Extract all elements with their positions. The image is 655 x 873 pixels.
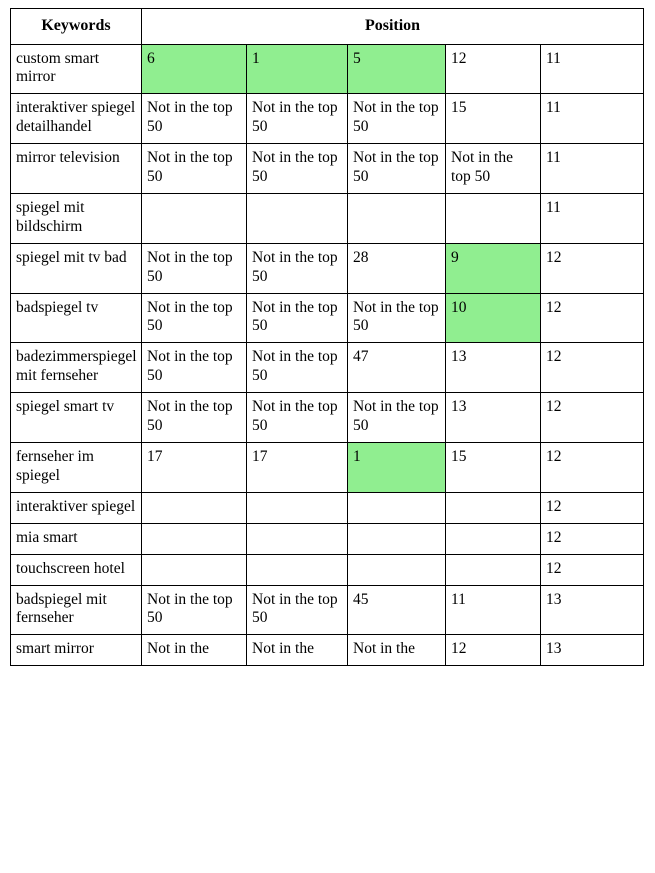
position-cell: 12 [446,635,541,666]
position-cell-highlighted: 9 [446,243,541,293]
position-cell [446,492,541,523]
position-cell: 12 [541,492,644,523]
keyword-cell: spiegel mit bildschirm [11,193,142,243]
keyword-cell: badspiegel tv [11,293,142,343]
position-cell-highlighted: 1 [348,443,446,493]
keyword-cell: interaktiver spiegel detailhandel [11,94,142,144]
keyword-cell: smart mirror [11,635,142,666]
position-cell [247,492,348,523]
table-row [11,492,644,523]
position-cell-highlighted: 1 [247,44,348,94]
table-body [11,44,644,666]
table-row [11,443,644,493]
keyword-cell: badspiegel mit fernseher [11,585,142,635]
position-cell: 11 [541,44,644,94]
table-row [11,635,644,666]
position-cell: 13 [446,343,541,393]
column-header-position: Position [142,9,644,45]
position-cell: 13 [446,393,541,443]
position-cell: 12 [541,393,644,443]
position-cell: 17 [142,443,247,493]
position-cell: Not in the top 50 [142,585,247,635]
position-cell: Not in the top 50 [446,144,541,194]
position-cell: Not in the top 50 [142,343,247,393]
position-cell: Not in the top 50 [247,585,348,635]
table-row [11,243,644,293]
position-cell-highlighted: 10 [446,293,541,343]
keyword-position-table [10,8,644,666]
position-cell: 11 [541,94,644,144]
keyword-cell: touchscreen hotel [11,554,142,585]
position-cell: Not in the [247,635,348,666]
keyword-cell: spiegel mit tv bad [11,243,142,293]
keyword-cell: fernseher im spiegel [11,443,142,493]
position-cell: 12 [446,44,541,94]
position-cell [348,554,446,585]
keyword-cell: custom smart mirror [11,44,142,94]
position-cell [142,492,247,523]
position-cell [142,554,247,585]
position-cell: 12 [541,523,644,554]
position-cell: 11 [541,144,644,194]
table-row [11,585,644,635]
position-cell [446,523,541,554]
position-cell: Not in the top 50 [348,94,446,144]
position-cell: 17 [247,443,348,493]
header-row [11,9,644,45]
position-cell: 45 [348,585,446,635]
position-cell: Not in the top 50 [247,293,348,343]
table-row [11,293,644,343]
table-row [11,193,644,243]
table-row [11,94,644,144]
position-cell [348,193,446,243]
position-cell [446,554,541,585]
position-cell: 11 [446,585,541,635]
keyword-cell: mia smart [11,523,142,554]
position-cell [142,193,247,243]
keyword-cell: interaktiver spiegel [11,492,142,523]
position-cell-highlighted: 5 [348,44,446,94]
position-cell [348,492,446,523]
position-cell: Not in the top 50 [247,94,348,144]
position-cell [247,523,348,554]
position-cell: 15 [446,443,541,493]
position-cell: 12 [541,554,644,585]
position-cell [348,523,446,554]
position-cell: 11 [541,193,644,243]
position-cell: 47 [348,343,446,393]
position-cell [247,193,348,243]
position-cell: Not in the top 50 [142,94,247,144]
table-row [11,144,644,194]
table-row [11,554,644,585]
position-cell: 12 [541,343,644,393]
table-row [11,523,644,554]
keyword-cell: mirror television [11,144,142,194]
position-cell: Not in the top 50 [348,293,446,343]
table-header [11,9,644,45]
position-cell: Not in the top 50 [247,144,348,194]
keyword-cell: badezimmerspiegel mit fernseher [11,343,142,393]
position-cell: 15 [446,94,541,144]
position-cell: Not in the top 50 [142,243,247,293]
table-row [11,393,644,443]
position-cell: Not in the [142,635,247,666]
position-cell: 13 [541,635,644,666]
keyword-cell: spiegel smart tv [11,393,142,443]
table-row [11,343,644,393]
position-cell: Not in the top 50 [247,393,348,443]
position-cell: 12 [541,293,644,343]
position-cell-highlighted: 6 [142,44,247,94]
position-cell: Not in the top 50 [348,393,446,443]
position-cell: Not in the [348,635,446,666]
position-cell: 13 [541,585,644,635]
position-cell: Not in the top 50 [247,243,348,293]
position-cell: 12 [541,243,644,293]
position-cell: Not in the top 50 [348,144,446,194]
position-cell [142,523,247,554]
position-cell: 28 [348,243,446,293]
position-cell [247,554,348,585]
column-header-keywords: Keywords [11,9,142,45]
table-row [11,44,644,94]
position-cell [446,193,541,243]
position-cell: Not in the top 50 [142,293,247,343]
position-cell: Not in the top 50 [142,393,247,443]
position-cell: Not in the top 50 [247,343,348,393]
position-cell: 12 [541,443,644,493]
position-cell: Not in the top 50 [142,144,247,194]
